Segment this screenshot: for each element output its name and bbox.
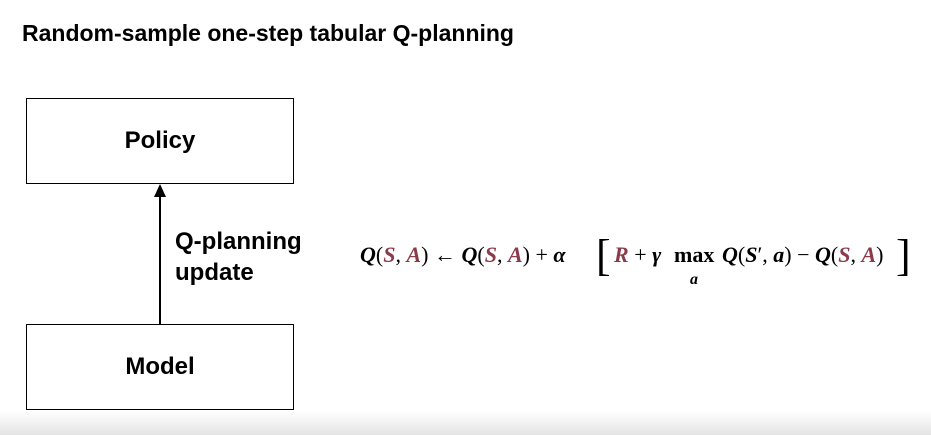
policy-box <box>26 98 294 184</box>
equation-text-tail: Q(S′, a) − Q(S, A) <box>722 242 884 267</box>
max-subscript: a <box>690 271 698 288</box>
page-title: Random-sample one-step tabular Q-planning <box>22 20 514 46</box>
equation-text-inner: R + γ <box>614 242 662 267</box>
policy-label: Policy <box>124 127 196 154</box>
equation-text: Q(S, A) ← Q(S, A) + α <box>360 242 566 267</box>
model-label: Model <box>125 353 195 380</box>
equation-svg <box>360 226 925 292</box>
update-arrow <box>148 184 172 324</box>
arrowhead-icon <box>154 184 166 197</box>
q-planning-update-label <box>175 226 302 288</box>
update-label-line2: update <box>175 259 254 286</box>
close-bracket: ] <box>896 231 911 280</box>
bottom-fade <box>0 411 931 435</box>
model-box <box>26 324 294 410</box>
update-label-line1: Q-planning <box>175 228 302 255</box>
open-bracket: [ <box>596 231 611 280</box>
max-operator: max <box>674 242 715 267</box>
q-planning-equation <box>360 226 925 292</box>
